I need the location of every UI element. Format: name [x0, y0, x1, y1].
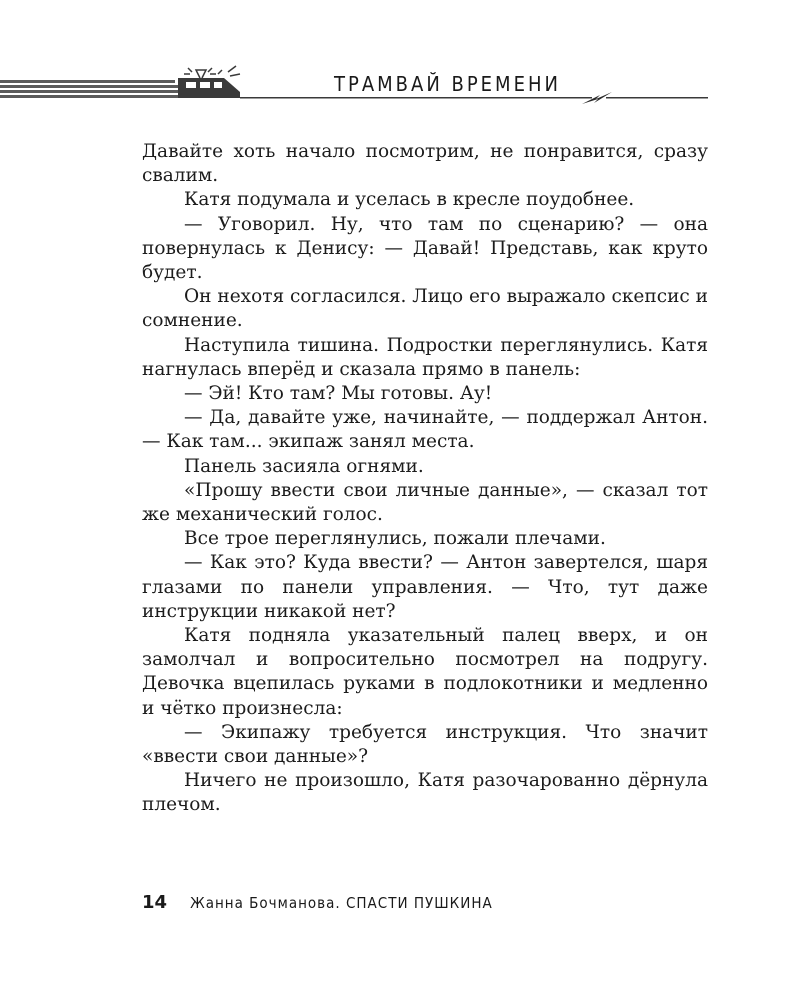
- paragraph: — Уговорил. Ну, что там по сценарию? — она повернулась к Денису: — Давай! Представь, как круто будет.: [142, 213, 708, 284]
- page-body: [142, 140, 708, 818]
- paragraph: Он нехотя согласился. Лицо его выражало скепсис и сомнение.: [142, 286, 708, 332]
- paragraph: Панель засияла огнями.: [184, 455, 424, 477]
- paragraph: — Как это? Куда ввести? — Антон завертелся, шаря глазами по панели управления. — Что, тут даже инструкции никакой нет?: [142, 552, 708, 622]
- paragraph: Наступила тишина. Подростки переглянулись. Катя нагнулась вперёд и сказала прямо в панель:: [142, 334, 708, 380]
- paragraph: — Экипажу требуется инструкция. Что значит «ввести свои данные»?: [142, 721, 708, 768]
- tram-speed-icon: [0, 66, 240, 98]
- paragraph: Ничего не произошло, Катя разочарованно дёрнула плечом.: [142, 770, 708, 816]
- paragraph: Катя подняла указательный палец вверх, и он замолчал и вопросительно посмотрел на подругу. Девочка вцепилась руками в подлокотники и медленно и чётко произнесла:: [142, 625, 708, 719]
- paragraph: — Да, давайте уже, начинайте, — поддержал Антон. — Как там... экипаж занял места.: [142, 407, 708, 453]
- paragraph: Давайте хоть начало посмотрим, не понравится, сразу свалим.: [142, 141, 708, 187]
- paragraph: Катя подумала и уселась в кресле поудобнее.: [184, 189, 635, 211]
- paragraph: «Прошу ввести свои личные данные», — сказал тот же механический голос.: [142, 479, 708, 526]
- paragraph: — Эй! Кто там? Мы готовы. Ау!: [184, 383, 493, 405]
- running-title: ТРАМВАЙ ВРЕМЕНИ: [334, 72, 561, 96]
- author-title: Жанна Бочманова. СПАСТИ ПУШКИНА: [190, 894, 493, 912]
- page-header: [0, 0, 800, 120]
- page-number: 14: [142, 892, 168, 913]
- page-footer: [142, 892, 708, 922]
- header-decoration: [0, 0, 800, 120]
- paragraph: Все трое переглянулись, пожали плечами.: [184, 528, 606, 550]
